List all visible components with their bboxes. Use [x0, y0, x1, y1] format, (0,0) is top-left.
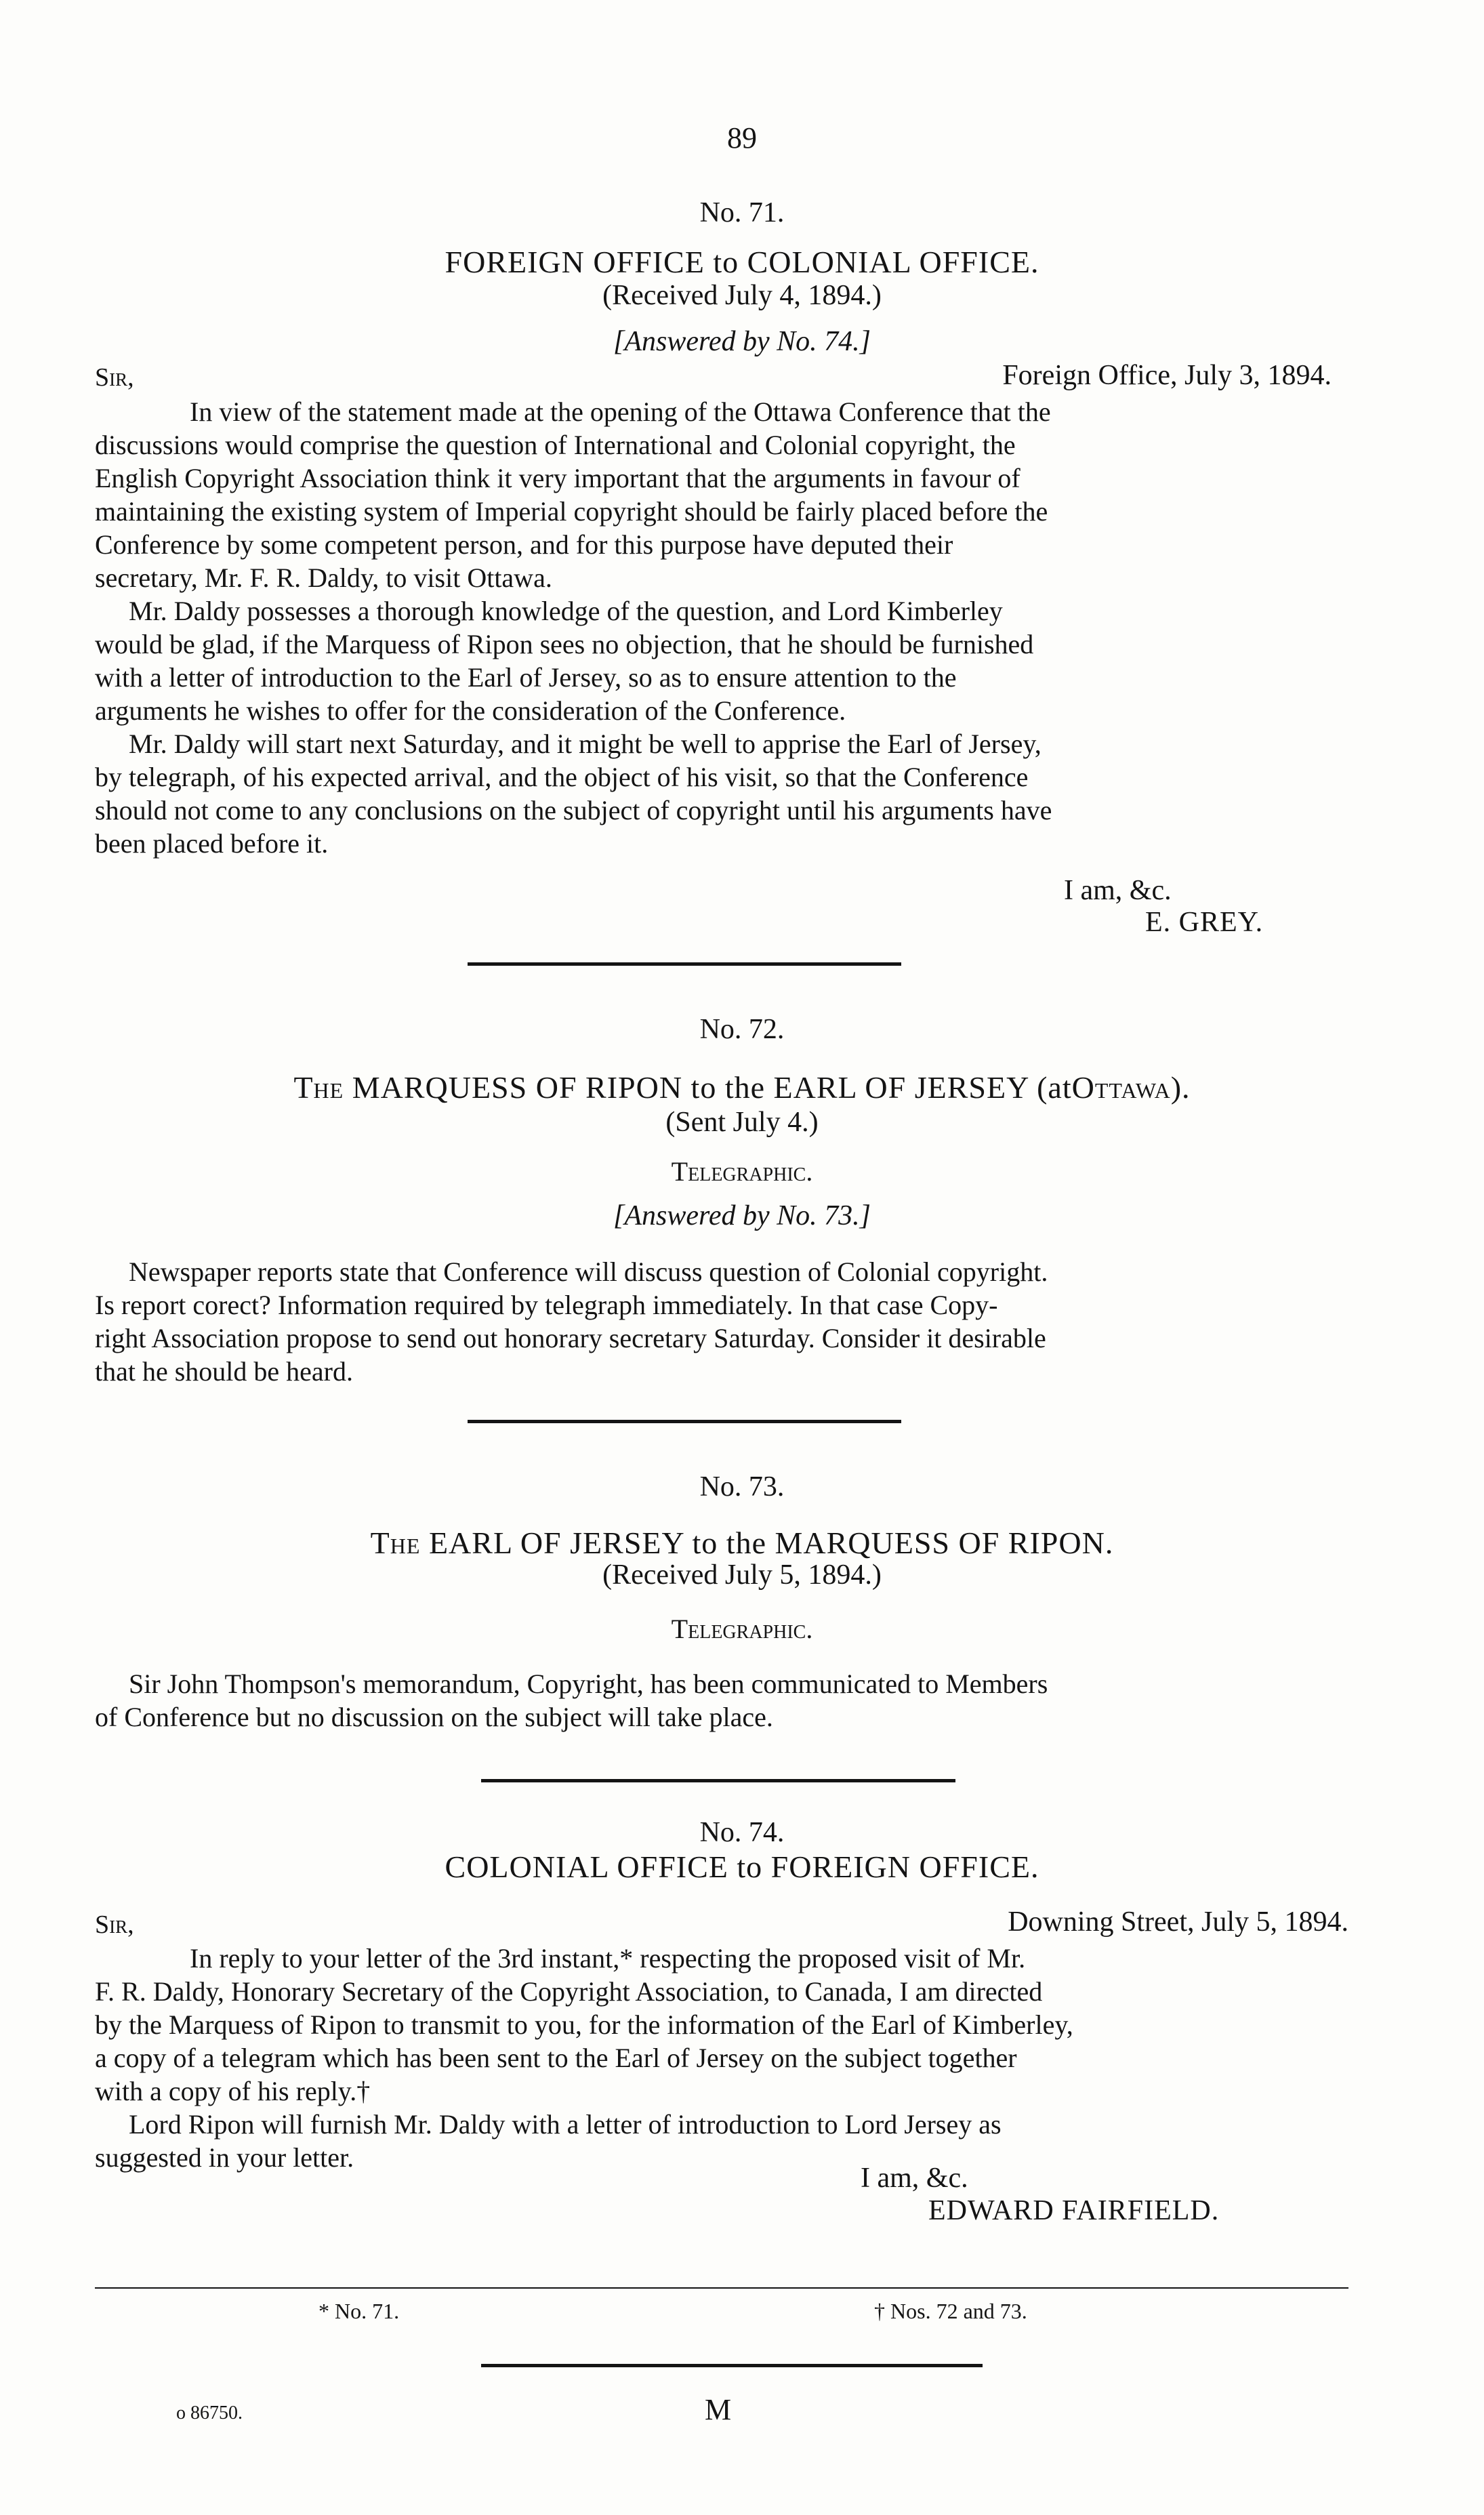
text-line: Sir John Thompson's memorandum, Copyright, has been communicated to Members — [129, 1669, 1048, 1699]
no74-paragraph-2 — [95, 2108, 1348, 2174]
no71-letter-body — [95, 395, 1348, 860]
no71-closing: I am, &c. — [1064, 875, 1172, 906]
text-line: Mr. Daldy will start next Saturday, and it might be well to apprise the Earl of Jersey, — [129, 729, 1042, 759]
no72-number: No. 72. — [699, 1014, 785, 1045]
footnote-left: * No. 71. — [318, 2299, 400, 2323]
no72-kind: Telegraphic. — [671, 1156, 813, 1187]
no72-heading — [0, 1069, 1484, 1105]
signature-mark: M — [705, 2393, 732, 2426]
text-line: Mr. Daldy possesses a thorough knowledge of the question, and Lord Kimberley — [129, 596, 1003, 626]
print-reference: o 86750. — [176, 2402, 243, 2424]
text-line: that he should be heard. — [95, 1356, 353, 1387]
no71-received: (Received July 4, 1894.) — [602, 280, 882, 311]
text-line: by telegraph, of his expected arrival, and the object of his visit, so that the Conference — [95, 762, 1029, 792]
no72-answered: [Answered by No. 73.] — [613, 1200, 871, 1231]
no72-sent: (Sent July 4.) — [665, 1107, 819, 1138]
text-line: In view of the statement made at the opening of the Ottawa Conference that the — [190, 396, 1051, 427]
no73-heading-the: The — [370, 1526, 421, 1560]
text-line: Conference by some competent person, and for this purpose have deputed their — [95, 529, 953, 560]
text-line: been placed before it. — [95, 828, 329, 859]
text-line: English Copyright Association think it very important that the arguments in favour of — [95, 463, 1021, 493]
text-line: Is report corect? Information required by telegraph immediately. In that case Copy- — [95, 1290, 998, 1320]
no71-place-date: Foreign Office, July 3, 1894. — [1002, 360, 1332, 391]
text-line: a copy of a telegram which has been sent to the Earl of Jersey on the subject together — [95, 2043, 1017, 2073]
no74-salutation: Sir, — [95, 1910, 134, 1939]
text-line: would be glad, if the Marquess of Ripon sees no objection, that he should be furnished — [95, 629, 1034, 659]
section-divider — [468, 962, 901, 966]
no72-telegram-body — [95, 1255, 1348, 1388]
text-line: secretary, Mr. F. R. Daldy, to visit Ottawa. — [95, 563, 552, 593]
text-line: of Conference but no discussion on the subject will take place. — [95, 1702, 773, 1732]
no74-paragraph-1 — [95, 1942, 1348, 2108]
text-line: should not come to any conclusions on the subject of copyright until his arguments have — [95, 795, 1052, 825]
no73-telegram-body — [95, 1667, 1348, 1734]
no71-signature: E. GREY. — [1145, 907, 1264, 938]
no74-signature: EDWARD FAIRFIELD. — [928, 2195, 1220, 2226]
footnote-rule — [95, 2287, 1348, 2289]
text-line: with a copy of his reply.† — [95, 2076, 371, 2106]
no71-answered: [Answered by No. 74.] — [613, 326, 871, 357]
text-line: Lord Ripon will furnish Mr. Daldy with a letter of introduction to Lord Jersey as — [129, 2109, 1002, 2140]
no71-salutation: Sir, — [95, 363, 134, 392]
no73-heading-main: EARL OF JERSEY to the MARQUESS OF RIPON. — [428, 1526, 1114, 1560]
text-line: Newspaper reports state that Conference will discuss question of Colonial copyright. — [129, 1256, 1048, 1287]
no74-number: No. 74. — [699, 1817, 785, 1848]
no73-received: (Received July 5, 1894.) — [602, 1559, 882, 1591]
text-line: discussions would comprise the question of International and Colonial copyright, the — [95, 430, 1016, 460]
text-line: right Association propose to send out honorary secretary Saturday. Consider it desirable — [95, 1323, 1046, 1353]
section-divider — [481, 1779, 955, 1782]
text-line: F. R. Daldy, Honorary Secretary of the Copyright Association, to Canada, I am directed — [95, 1976, 1043, 2007]
section-divider — [481, 2364, 983, 2367]
text-line: arguments he wishes to offer for the consideration of the Conference. — [95, 695, 846, 726]
no73-heading — [0, 1525, 1484, 1561]
no74-letter-body — [95, 1942, 1348, 2174]
no72-heading-main: MARQUESS OF RIPON to the EARL OF JERSEY (at — [352, 1070, 1072, 1105]
footnote-right: † Nos. 72 and 73. — [874, 2299, 1027, 2323]
no71-heading: FOREIGN OFFICE to COLONIAL OFFICE. — [445, 245, 1039, 279]
text-line: by the Marquess of Ripon to transmit to you, for the information of the Earl of Kimberley, — [95, 2009, 1073, 2040]
no71-paragraph-2 — [95, 594, 1348, 727]
text-line: In reply to your letter of the 3rd instant,* respecting the proposed visit of Mr. — [190, 1943, 1026, 1974]
text-line: with a letter of introduction to the Earl of Jersey, so as to ensure attention to the — [95, 662, 957, 693]
no73-number: No. 73. — [699, 1471, 785, 1502]
no72-heading-end: ). — [1170, 1070, 1191, 1105]
no74-heading: COLONIAL OFFICE to FOREIGN OFFICE. — [445, 1849, 1039, 1884]
no71-paragraph-3 — [95, 727, 1348, 860]
page-number: 89 — [727, 121, 757, 155]
text-line: maintaining the existing system of Imperial copyright should be fairly placed before the — [95, 496, 1048, 527]
no72-heading-place: Ottawa — [1071, 1070, 1171, 1105]
no74-closing: I am, &c. — [861, 2163, 968, 2194]
section-divider — [468, 1420, 901, 1423]
no73-kind: Telegraphic. — [671, 1614, 813, 1644]
no74-place-date: Downing Street, July 5, 1894. — [1008, 1906, 1348, 1938]
no72-heading-the: The — [293, 1070, 344, 1105]
no71-number: No. 71. — [699, 197, 785, 228]
no71-paragraph-1 — [95, 395, 1348, 594]
text-line: suggested in your letter. — [95, 2142, 354, 2173]
